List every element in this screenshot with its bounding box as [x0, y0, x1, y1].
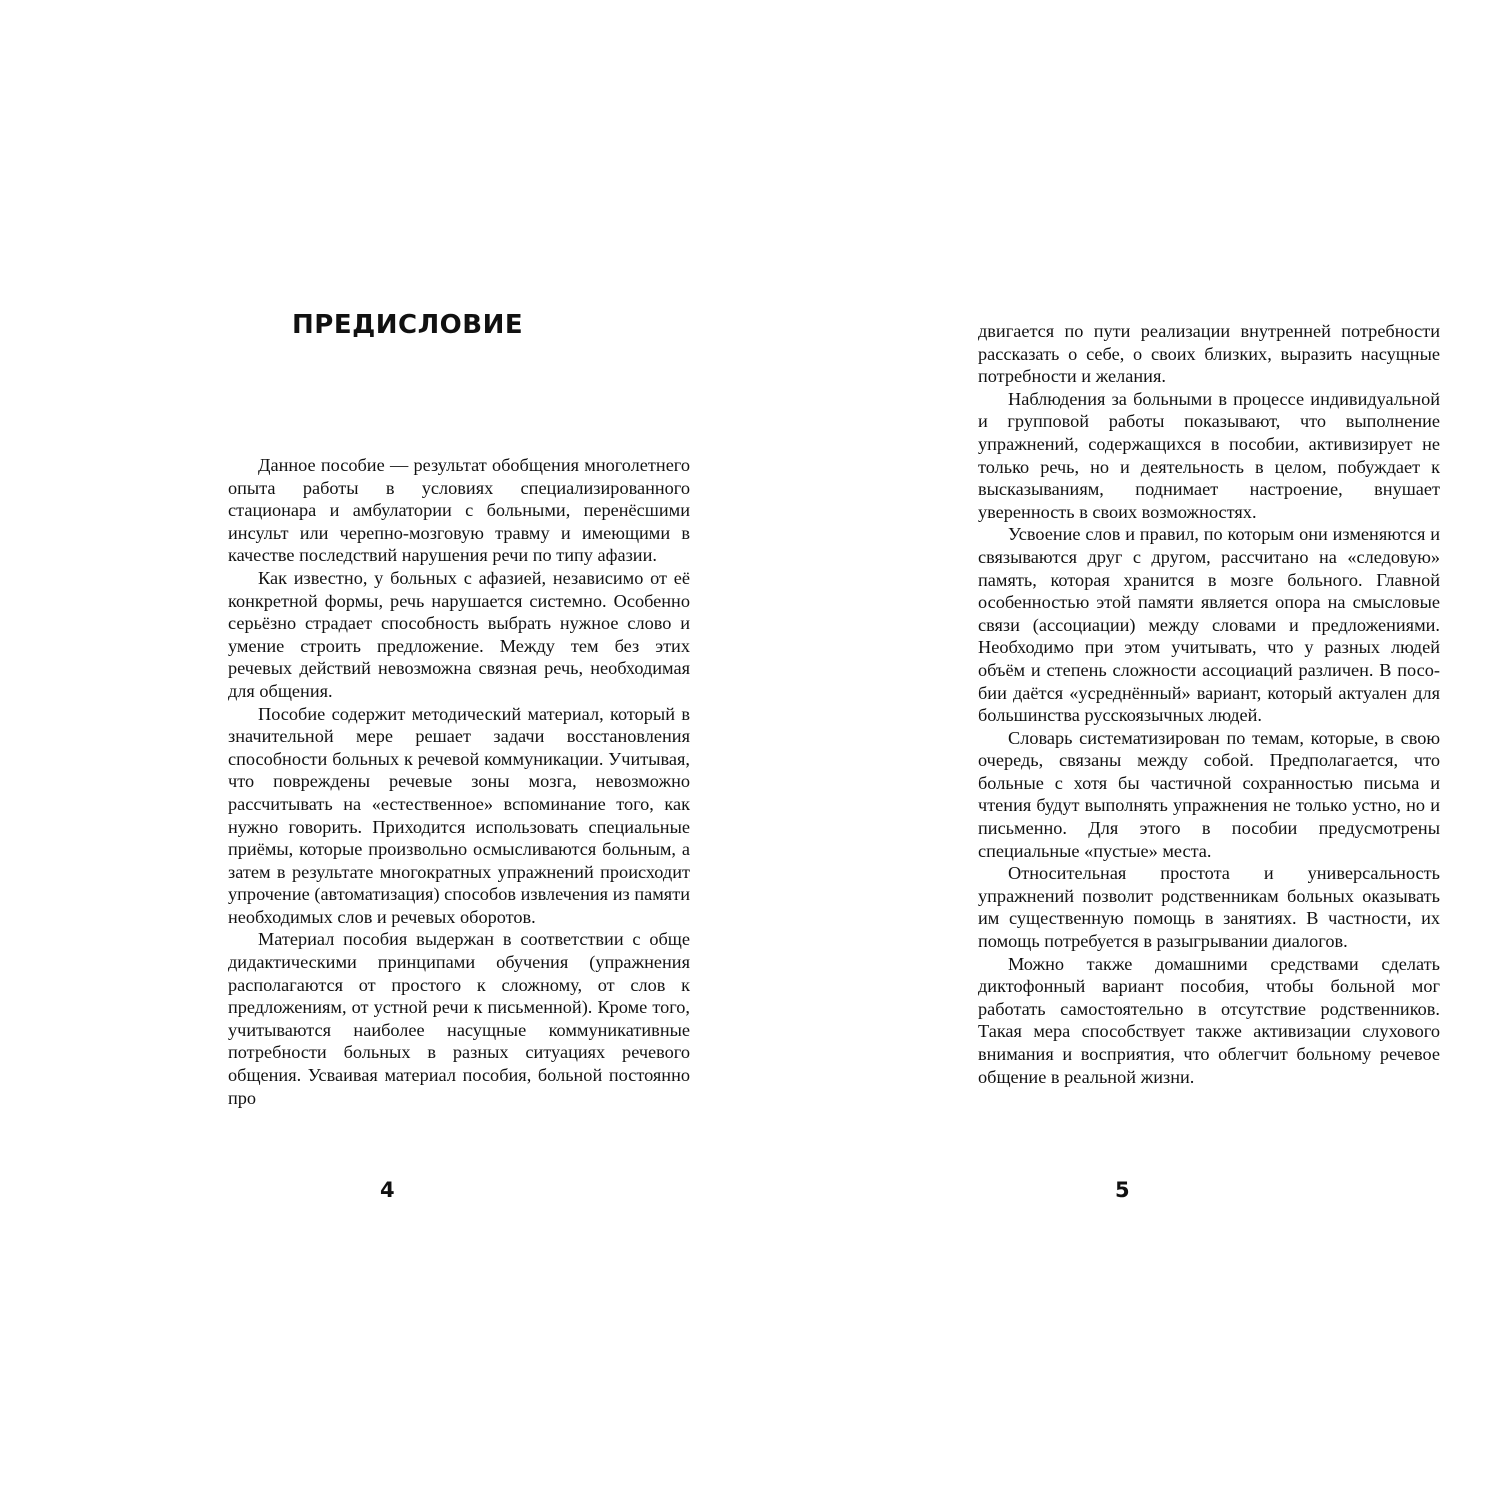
paragraph: Пособие содержит методический материал, который в значительной мере решает задачи восстановления способности больных к речевой коммуникации. Учитывая, что повреждены речевые зоны мозга, невозможно рассчитывать на «естественное» вспоминание того, как нужно говорить. Приходится использовать специальные приёмы, которые произвольно осмысливаются больным, а затем в результате многократных упражнений происходит упрочение (автоматизация) способов извлечения из памяти необходимых слов и речевых оборотов.: [228, 703, 690, 927]
paragraph: Материал пособия выдержан в соответствии с обще дидактическими принципами обучения (упражнения располагаются от простого к сложному, от слов к предложениям, от устной речи к письменной). Кроме того, учитываются наиболее насущные коммуникативные потребности больных в разных ситуациях речевого общения. Усваивая материал пособия, больной постоянно про: [228, 929, 690, 1108]
paragraph: Как известно, у больных с афазией, независимо от её конкретной формы, речь нарушается системно. Особенно серьёзно страдает способность выбрать нужное слово и умение строить предложение. Между тем без этих речевых действий невозможна связная речь, необходимая для общения.: [228, 567, 690, 701]
page-number: 5: [1115, 1178, 1130, 1202]
paragraph: Данное пособие — результат обобщения многолетнего опыта работы в условиях специализированного стационара и амбулатории с больными, перенёсшими инсульт или черепно-мозговую травму и имеющими в качестве последствий нарушения речи по типу афазии.: [228, 455, 690, 566]
page-number: 4: [380, 1178, 395, 1202]
right-page: [750, 0, 1500, 1500]
paragraph: Словарь систематизирован по темам, которые, в свою очередь, связаны между собой. Предполагается, что больные с хотя бы частичной сохранностью письма и чтения будут выполнять упражнения не только устно, но и письменно. Для этого в пособии предусмотрены специальные «пустые» места.: [978, 727, 1440, 861]
right-text-block: [978, 320, 1440, 1088]
page-heading: ПРЕДИСЛОВИЕ: [292, 310, 524, 340]
paragraph-continuation: двигается по пути реализации внутренней потребности рассказать о себе, о своих близких, выразить насущные потребности и желания.: [978, 321, 1440, 387]
paragraph: Наблюдения за больными в процессе индивидуальной и групповой работы показывают, что выполнение упражнений, содержащихся в пособии, активизирует не только речь, но и деятельность в целом, побуждает к высказываниям, поднимает настроение, внушает уверенность в своих возможностях.: [978, 388, 1440, 522]
paragraph: Можно также домашними средствами сделать диктофонный вариант пособия, чтобы больной мог работать самостоятельно в отсутствие родственников. Такая мера способствует также активизации слухового внимания и восприятия, что облегчит больному речевое общение в реальной жизни.: [978, 953, 1440, 1087]
paragraph: Относительная простота и универсальность упражнений позволит родственникам больных оказывать им существенную помощь в занятиях. В частности, их помощь потребуется в разыгрывании диалогов.: [978, 863, 1440, 952]
paragraph: Усвоение слов и правил, по которым они изменяются и связываются друг с другом, рассчитано на «следовую» память, которая хранится в мозге больного. Главной особенностью этой памяти является опора на смысловые связи (ассоциации) между словами и предложениями. Необходимо при этом учитывать, что у разных людей объём и степень сложности ассоциаций различен. В пособии даётся «усреднённый» вариант, который актуален для большинства русскоязычных людей.: [978, 524, 1440, 726]
left-text-block: [228, 454, 690, 1109]
